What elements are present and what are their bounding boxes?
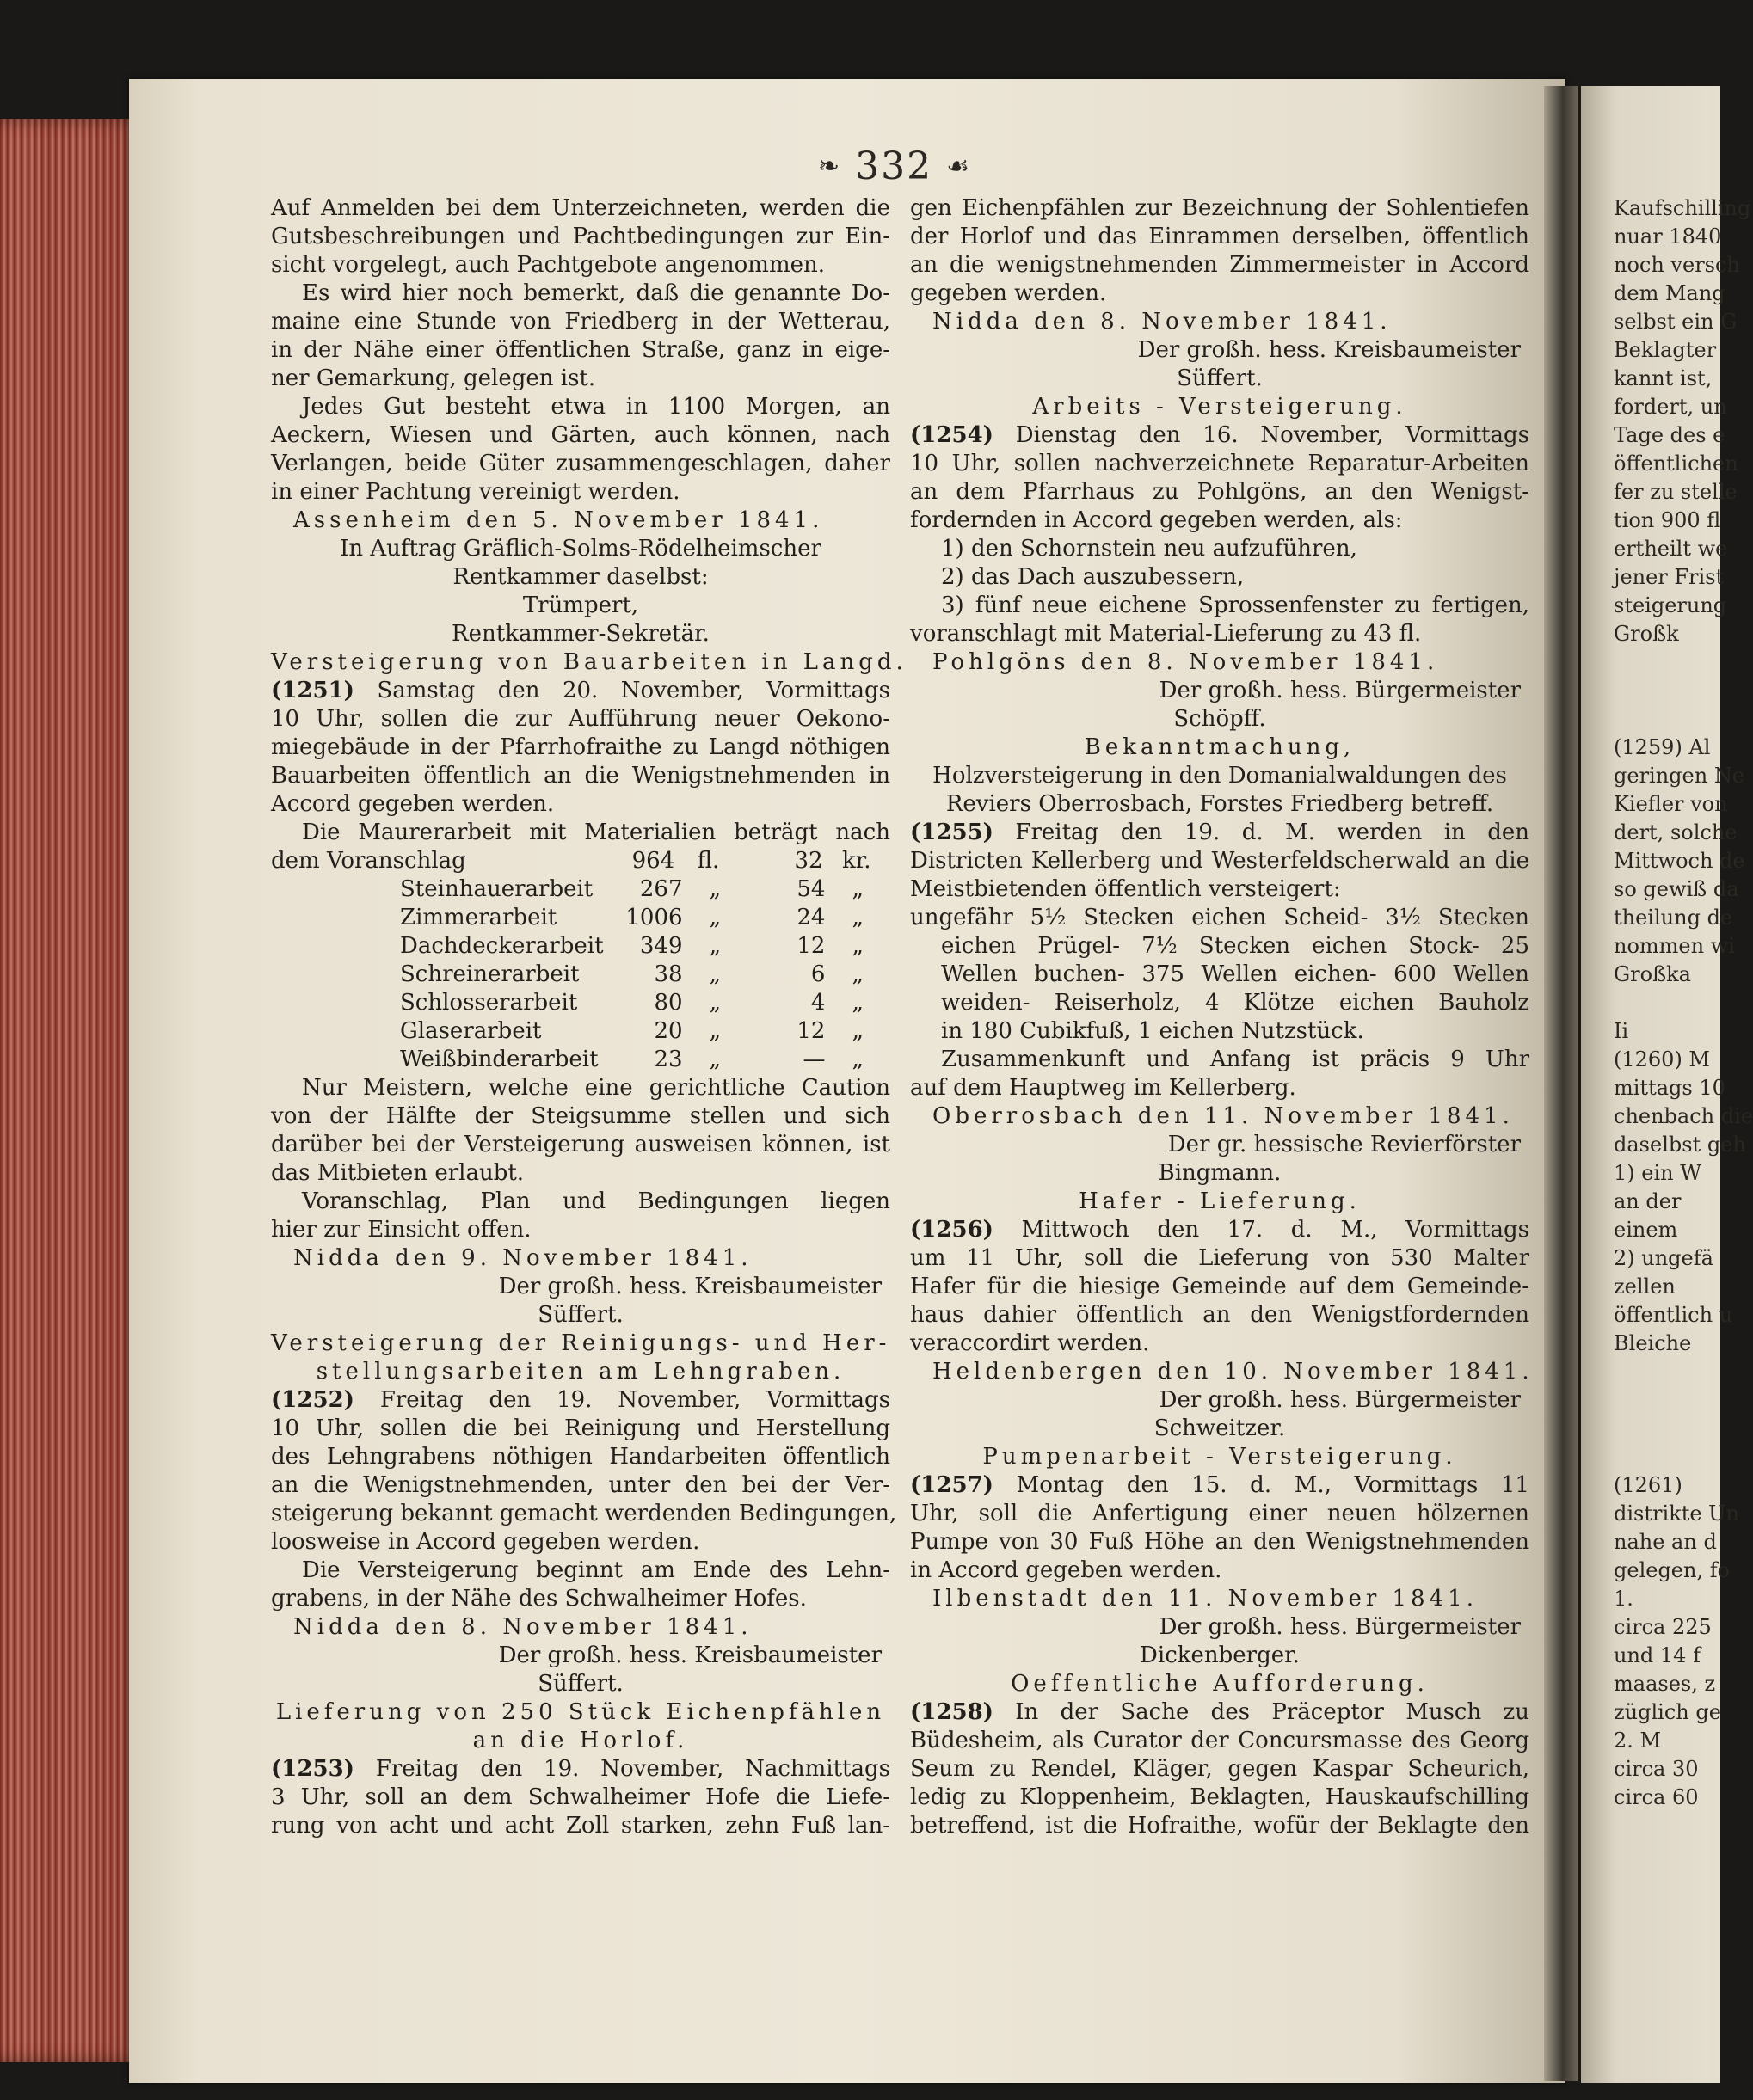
notice-heading: Versteigerung von Bauarbeiten in Langd. [271, 649, 907, 675]
text-line [271, 1386, 890, 1415]
fragment-line: nommen wi [1614, 934, 1735, 958]
cost-gulden: 349 [639, 933, 683, 959]
cost-gulden: 1006 [625, 905, 683, 930]
dateline: Oberrosbach den 11. November 1841. [932, 1103, 1514, 1129]
text-line: an die wenigstnehmenden Zimmermeister in Accord [910, 252, 1529, 278]
right-column [910, 194, 1534, 1840]
fragment-line: circa 225 [1614, 1615, 1712, 1639]
notice-number: (1256) [910, 1217, 993, 1243]
cost-row [271, 932, 890, 961]
text-line: gegeben werden. [910, 280, 1107, 306]
text-line: in der Nähe einer öffentlichen Straße, ganz in eige- [271, 337, 890, 363]
page-edges [0, 119, 145, 2062]
fragment-line: 1. [1614, 1587, 1633, 1611]
notice-text: Freitag den 19. November, Nachmittags [354, 1756, 890, 1782]
fragment-line: circa 60 [1614, 1785, 1699, 1809]
signature-line: Der großh. hess. Kreisbaumeister [498, 1274, 882, 1299]
fragment-line: einem [1614, 1218, 1678, 1242]
fragment-line: Bleiche [1614, 1331, 1692, 1355]
text-line: Meistbietenden öffentlich versteigert: [910, 876, 1341, 902]
text-line: von der Hälfte der Steigsumme stellen und sich [271, 1103, 890, 1129]
fragment-line: noch versch [1614, 253, 1740, 277]
fragment-line [1614, 1415, 1720, 1443]
fragment-line: (1261) [1614, 1473, 1682, 1497]
text-line: Die Versteigerung beginnt am Ende des Lehn- [302, 1557, 890, 1583]
fragment-line [1614, 1386, 1720, 1415]
notice-number: (1254) [910, 422, 993, 448]
fragment-line: Großk [1614, 622, 1679, 646]
cost-kreuzer: 4 [810, 990, 826, 1016]
centered-line: Rentkammer daselbst: [452, 564, 709, 590]
text-line: Aeckern, Wiesen und Gärten, auch können, nach [271, 422, 890, 448]
cost-label: Weißbinderarbeit [400, 1047, 599, 1072]
cost-unit: „ [709, 990, 722, 1016]
text-line: des Lehngrabens nöthigen Handarbeiten öffentlich [271, 1444, 890, 1470]
notice-number: (1251) [271, 678, 354, 703]
notice-number: (1257) [910, 1472, 993, 1498]
cost-label: Dachdeckerarbeit [400, 933, 604, 959]
cost-gulden: 80 [654, 990, 683, 1016]
ornament-right-icon: ☙ [946, 151, 972, 181]
text-line: auf dem Hauptweg im Kellerberg. [910, 1075, 1296, 1101]
centered-line: In Auftrag Gräflich-Solms-Rödelheimscher [340, 536, 821, 562]
text-line: ner Gemarkung, gelegen ist. [271, 365, 596, 391]
notice-text: Dienstag den 16. November, Vormittags [993, 422, 1529, 448]
fragment-line: so gewiß da [1614, 877, 1739, 901]
page-number-header [757, 144, 1032, 188]
fragment-line: zellen [1614, 1274, 1676, 1299]
book-gutter [1544, 86, 1578, 2081]
notice-text: Mittwoch den 17. d. M., Vormittags [993, 1217, 1529, 1243]
fragment-line [1614, 989, 1720, 1017]
notice-text: Freitag den 19. d. M. werden in den [993, 820, 1529, 845]
text-line [271, 1755, 890, 1784]
centered-line: Süffert. [538, 1302, 624, 1328]
cost-gulden: 267 [639, 876, 683, 902]
text-line: Verlangen, beide Güter zusammengeschlagen, daher [271, 451, 890, 476]
cost-unit: „ [709, 961, 722, 987]
cost-gulden: 964 [631, 848, 675, 874]
cost-kreuzer-unit: „ [852, 961, 864, 987]
centered-line: Schweitzer. [1153, 1415, 1286, 1441]
fragment-line: 2) ungefä [1614, 1246, 1713, 1270]
cost-gulden: 20 [654, 1018, 683, 1044]
text-line [910, 1698, 1529, 1727]
cost-row [271, 904, 890, 932]
cost-kreuzer-unit: „ [852, 1018, 864, 1044]
text-line: das Mitbieten erlaubt. [271, 1160, 525, 1186]
fragment-line: selbst ein G [1614, 310, 1738, 334]
text-line: 2) das Dach auszubessern, [941, 564, 1245, 590]
fragment-line [1614, 1358, 1720, 1386]
cost-row [271, 1017, 890, 1046]
text-line: Accord gegeben werden. [271, 791, 555, 817]
text-line: fordernden in Accord gegeben werden, als: [910, 507, 1403, 533]
fragment-line: geringen Ne [1614, 764, 1745, 788]
cost-label: Zimmerarbeit [400, 905, 557, 930]
text-line: rung von acht und acht Zoll starken, zehn Fuß lan- [271, 1813, 890, 1839]
fragment-line: Beklagter [1614, 338, 1717, 362]
fragment-line [1614, 677, 1720, 705]
text-line: Jedes Gut besteht etwa in 1100 Morgen, an [302, 394, 890, 420]
fragment-line: nuar 1840 [1614, 224, 1722, 249]
fragment-line: kannt ist, [1614, 366, 1713, 390]
fragment-line: (1260) M [1614, 1047, 1711, 1071]
text-line [910, 421, 1529, 450]
cost-kreuzer-unit: „ [852, 990, 864, 1016]
notice-text: Montag den 15. d. M., Vormittags 11 [993, 1472, 1529, 1498]
text-line: steigerung bekannt gemacht werdenden Bedingungen, [271, 1501, 897, 1526]
dateline: Assenheim den 5. November 1841. [293, 507, 824, 533]
dateline: Heldenbergen den 10. November 1841. [932, 1359, 1534, 1385]
notice-heading: Versteigerung der Reinigungs- und Her- [271, 1330, 891, 1356]
notice-heading: Hafer - Lieferung. [1079, 1188, 1361, 1214]
fragment-line: distrikte Un [1614, 1501, 1739, 1526]
cost-label: Steinhauerarbeit [400, 876, 594, 902]
text-line: Seum zu Rendel, Kläger, gegen Kaspar Scheurich, [910, 1756, 1529, 1782]
cost-unit: fl. [697, 848, 720, 874]
cost-unit: „ [709, 1018, 722, 1044]
text-line: grabens, in der Nähe des Schwalheimer Hofes. [271, 1586, 807, 1612]
cost-row [271, 847, 890, 875]
signature-line: Der großh. hess. Bürgermeister [1159, 678, 1521, 703]
notice-number: (1252) [271, 1387, 354, 1413]
dateline: Pohlgöns den 8. November 1841. [932, 649, 1439, 675]
fragment-line: steigerung [1614, 593, 1727, 617]
text-line: an die Wenigstnehmenden, unter den bei der Ver- [271, 1472, 890, 1498]
centered-line: Rentkammer-Sekretär. [452, 621, 710, 647]
text-line: Hafer für die hiesige Gemeinde auf dem Gemeinde- [910, 1274, 1529, 1299]
cost-kreuzer: 12 [797, 933, 826, 959]
ornament-left-icon: ❧ [817, 151, 842, 181]
dateline: Nidda den 8. November 1841. [932, 309, 1392, 335]
text-line: 10 Uhr, sollen die zur Aufführung neuer Oekono- [271, 706, 890, 732]
text-line: Auf Anmelden bei dem Unterzeichneten, werden die [271, 195, 890, 221]
cost-gulden: 23 [654, 1047, 683, 1072]
fragment-line: öffentlich u [1614, 1303, 1733, 1327]
notice-text: Samstag den 20. November, Vormittags [354, 678, 890, 703]
centered-line: Süffert. [538, 1671, 624, 1697]
signature-line: Der großh. hess. Bürgermeister [1159, 1387, 1521, 1413]
text-line: Die Maurerarbeit mit Materialien beträgt nach [302, 820, 890, 845]
centered-line: Reviers Oberrosbach, Forstes Friedberg betreff. [945, 791, 1494, 817]
notice-heading: Lieferung von 250 Stück Eichenpfählen [275, 1699, 886, 1725]
text-line: maine eine Stunde von Friedberg in der Wetterau, [271, 309, 890, 335]
fragment-line: nahe an d [1614, 1530, 1717, 1554]
dateline: Nidda den 9. November 1841. [293, 1245, 753, 1271]
text-line: 3 Uhr, soll an dem Schwalheimer Hofe die Liefe- [271, 1784, 890, 1810]
fragment-line: mittags 10 [1614, 1076, 1725, 1100]
fragment-line: daselbst geh [1614, 1133, 1746, 1157]
fragment-line: 2. M [1614, 1729, 1662, 1753]
text-line: hier zur Einsicht offen. [271, 1217, 532, 1243]
text-line: miegebäude in der Pfarrhofraithe zu Langd nöthigen [271, 734, 890, 760]
signature-line: Der großh. hess. Kreisbaumeister [1137, 337, 1521, 363]
text-line: 3) fünf neue eichene Sprossenfenster zu fertigen, [941, 593, 1529, 618]
text-line: der Horlof und das Einrammen derselben, öffentlich [910, 224, 1529, 249]
fragment-line: maases, z [1614, 1672, 1716, 1696]
text-line: 1) den Schornstein neu aufzuführen, [941, 536, 1357, 562]
fragment-line: 1) ein W [1614, 1161, 1701, 1185]
text-line: veraccordirt werden. [910, 1330, 1150, 1356]
fragment-line: chenbach die [1614, 1104, 1753, 1128]
cost-kreuzer: 24 [797, 905, 826, 930]
centered-line: Trümpert, [522, 593, 639, 618]
cost-row [271, 989, 890, 1017]
fragment-line: theilung de [1614, 906, 1733, 930]
text-line: voranschlagt mit Material-Lieferung zu 43 fl. [910, 621, 1422, 647]
fragment-line: Kiefler von [1614, 792, 1728, 816]
notice-number: (1253) [271, 1756, 354, 1782]
notice-number: (1255) [910, 820, 993, 845]
cost-unit: „ [709, 1047, 722, 1072]
text-line: weiden- Reiserholz, 4 Klötze eichen Bauholz [941, 990, 1529, 1016]
notice-text: Freitag den 19. November, Vormittags [354, 1387, 890, 1413]
cost-unit: „ [709, 876, 722, 902]
next-page-fragment [1614, 194, 1753, 1812]
centered-line: Süffert. [1177, 365, 1263, 391]
notice-heading: Pumpenarbeit - Versteigerung. [982, 1444, 1457, 1470]
fragment-line: tion 900 fl [1614, 508, 1721, 532]
notice-heading: stellungsarbeiten am Lehngraben. [316, 1359, 846, 1385]
text-line: in einer Pachtung vereinigt werden. [271, 479, 680, 505]
fragment-line: öffentlichen [1614, 451, 1738, 476]
fragment-line [1614, 1443, 1720, 1471]
text-line: darüber bei der Versteigerung ausweisen können, ist [271, 1132, 890, 1157]
signature-line: Der gr. hessische Revierförster [1167, 1132, 1521, 1157]
fragment-line: gelegen, fo [1614, 1558, 1731, 1582]
fragment-line: fer zu stelle [1614, 480, 1738, 504]
text-line: Zusammenkunft und Anfang ist präcis 9 Uhr [941, 1047, 1529, 1072]
fragment-line: dem Mang [1614, 281, 1725, 305]
centered-line: Holzversteigerung in den Domanialwaldungen des [932, 763, 1507, 789]
cost-kreuzer-unit: „ [852, 876, 864, 902]
fragment-line: fordert, un [1614, 395, 1727, 419]
text-line: eichen Prügel- 7½ Stecken eichen Stock- 25 [941, 933, 1529, 959]
fragment-line: dert, solche [1614, 820, 1738, 844]
notice-heading: Arbeits - Versteigerung. [1032, 394, 1407, 420]
text-line [910, 1216, 1529, 1244]
text-line: Es wird hier noch bemerkt, daß die genannte Do- [302, 280, 890, 306]
text-line: sicht vorgelegt, auch Pachtgebote angenommen. [271, 252, 826, 278]
text-line: loosweise in Accord gegeben werden. [271, 1529, 700, 1555]
notice-heading: an die Horlof. [472, 1728, 689, 1753]
text-line: gen Eichenpfählen zur Bezeichnung der Sohlentiefen [910, 195, 1529, 221]
text-line: in 180 Cubikfuß, 1 eichen Nutzstück. [941, 1018, 1364, 1044]
cost-kreuzer: 32 [794, 848, 823, 874]
cost-kreuzer: 12 [797, 1018, 826, 1044]
fragment-line: circa 30 [1614, 1757, 1699, 1781]
cost-label: dem Voranschlag [271, 848, 466, 874]
notice-text: In der Sache des Präceptor Musch zu [993, 1699, 1529, 1725]
centered-line: Dickenberger. [1140, 1643, 1300, 1668]
cost-kreuzer: 54 [797, 876, 826, 902]
fragment-line: Ii [1614, 1019, 1629, 1043]
text-line: um 11 Uhr, soll die Lieferung von 530 Malter [910, 1245, 1529, 1271]
text-line: Nur Meistern, welche eine gerichtliche Caution [302, 1075, 890, 1101]
fragment-line: und 14 f [1614, 1643, 1701, 1667]
text-line: haus dahier öffentlich an den Wenigstfordernden [910, 1302, 1529, 1328]
dateline: Ilbenstadt den 11. November 1841. [932, 1586, 1478, 1612]
cost-kreuzer-unit: „ [852, 905, 864, 930]
text-line: 10 Uhr, sollen nachverzeichnete Reparatur-Arbeiten [910, 451, 1529, 476]
centered-line: Schöpff. [1173, 706, 1266, 732]
dateline: Nidda den 8. November 1841. [293, 1614, 753, 1640]
cost-row [271, 875, 890, 904]
text-line: ungefähr 5½ Stecken eichen Scheid- 3½ Stecken [910, 905, 1529, 930]
cost-unit: „ [709, 933, 722, 959]
notice-heading: Bekanntmachung, [1084, 734, 1356, 760]
text-line: Voranschlag, Plan und Bedingungen liegen [302, 1188, 890, 1214]
cost-kreuzer-unit: kr. [841, 848, 871, 874]
cost-label: Glaserarbeit [400, 1018, 542, 1044]
fragment-line: jener Frist [1614, 565, 1725, 589]
text-line: Bauarbeiten öffentlich an die Wenigstnehmenden in [271, 763, 890, 789]
notice-number: (1258) [910, 1699, 993, 1725]
signature-line: Der großh. hess. Kreisbaumeister [498, 1643, 882, 1668]
cost-label: Schlosserarbeit [400, 990, 578, 1016]
cost-row [271, 1046, 890, 1074]
text-line [271, 677, 890, 705]
fragment-line: Kaufschilling [1614, 196, 1751, 220]
cost-gulden: 38 [654, 961, 683, 987]
fragment-line: ertheilt we [1614, 537, 1728, 561]
cost-kreuzer-unit: „ [852, 933, 864, 959]
cost-kreuzer: 6 [810, 961, 826, 987]
text-line: Pumpe von 30 Fuß Höhe an den Wenigstnehmenden [910, 1529, 1529, 1555]
cost-kreuzer: — [803, 1047, 826, 1072]
cost-unit: „ [709, 905, 722, 930]
text-line: Büdesheim, als Curator der Concursmasse des Georg [910, 1728, 1529, 1753]
text-line: betreffend, ist die Hofraithe, wofür der Beklagte den [910, 1813, 1529, 1839]
text-line [910, 819, 1529, 847]
text-line: an dem Pfarrhaus zu Pohlgöns, an den Wenigst- [910, 479, 1529, 505]
text-line: Gutsbeschreibungen und Pachtbedingungen zur Ein- [271, 224, 890, 249]
text-line [910, 1471, 1529, 1500]
text-line: in Accord gegeben werden. [910, 1557, 1222, 1583]
centered-line: Bingmann. [1158, 1160, 1282, 1186]
fragment-line: Mittwoch de [1614, 849, 1745, 873]
notice-heading: Oeffentliche Aufforderung. [1011, 1671, 1429, 1697]
fragment-line: züglich ge [1614, 1700, 1721, 1724]
cost-row [271, 961, 890, 989]
cost-kreuzer-unit: „ [852, 1047, 864, 1072]
cost-label: Schreinerarbeit [400, 961, 580, 987]
fragment-line: an der [1614, 1189, 1682, 1213]
left-column [271, 194, 907, 1840]
fragment-line: Großka [1614, 962, 1691, 986]
text-line: Uhr, soll die Anfertigung einer neuen hölzernen [910, 1501, 1529, 1526]
fragment-line [1614, 705, 1720, 734]
text-line: 10 Uhr, sollen die bei Reinigung und Herstellung [271, 1415, 890, 1441]
text-line: Wellen buchen- 375 Wellen eichen- 600 Wellen [941, 961, 1529, 987]
fragment-line [1614, 648, 1720, 677]
page-number: 332 [855, 144, 933, 188]
fragment-line: (1259) Al [1614, 735, 1711, 759]
signature-line: Der großh. hess. Bürgermeister [1159, 1614, 1521, 1640]
text-line: ledig zu Kloppenheim, Beklagten, Hauskaufschilling [910, 1784, 1529, 1810]
fragment-line: Tage des e [1614, 423, 1725, 447]
text-line: Districten Kellerberg und Westerfeldscherwald an die [910, 848, 1529, 874]
